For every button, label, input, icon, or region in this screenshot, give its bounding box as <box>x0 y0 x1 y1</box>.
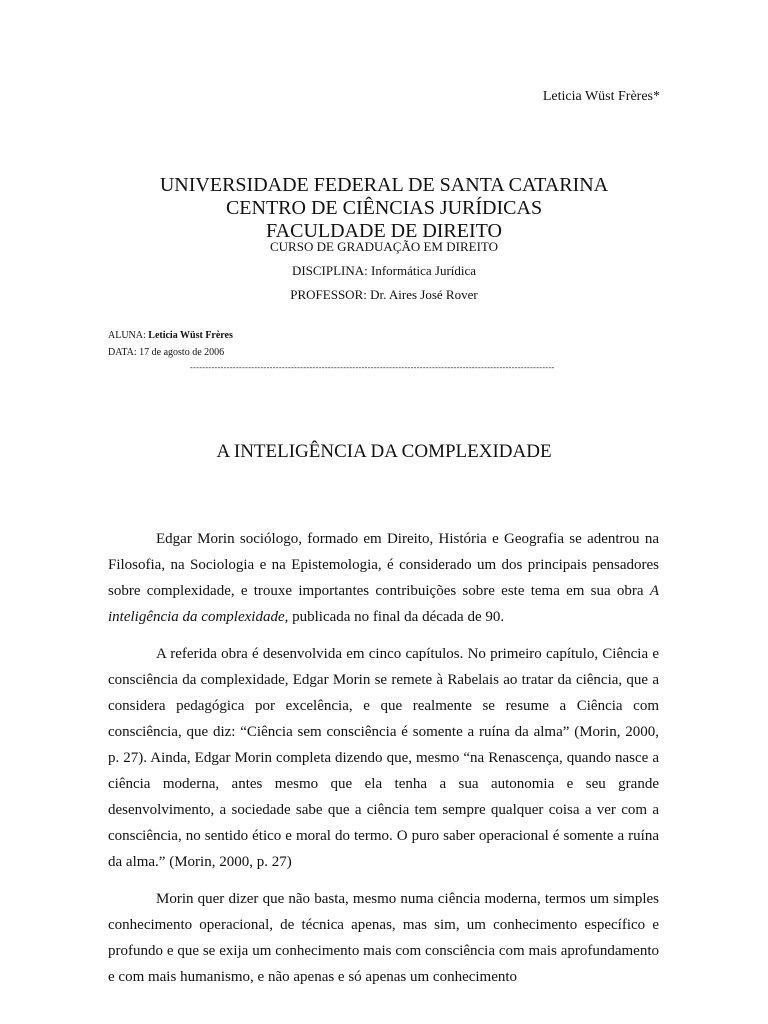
document-body <box>108 526 659 1001</box>
author-name: Leticia Wüst Frères* <box>542 89 660 104</box>
discipline-line: DISCIPLINA: Informática Jurídica <box>291 263 477 278</box>
separator-line: ----------------------------------------------------------------------------------------------------------------------- <box>190 363 555 372</box>
paragraph-3: Morin quer dizer que não basta, mesmo numa ciência moderna, termos um simples conhecimento operacional, de técnica apenas, mas sim, um conhecimento específico e profundo e que se exija um conhecimento mais com consciência com mais aprofundamento e com mais humanismo, e não apenas e só apenas um conhecimento <box>108 891 659 985</box>
paragraph-1-text-a: Edgar Morin sociólogo, formado em Direito, História e Geografia se adentrou na Filosofia, na Sociologia e na Epistemologia, é considerado um dos principais pensadores sobre complexidade, e trouxe importantes contribuições sobre este tema em sua obra <box>108 531 659 599</box>
paragraph-2: A referida obra é desenvolvida em cinco capítulos. No primeiro capítulo, Ciência e consciência da complexidade, Edgar Morin se remete à Rabelais ao tratar da ciência, que a considera pedagógica por excelência, e que realmente se resume a Ciência com consciência, que diz: “Ciência sem consciência é somente a ruína da alma” (Morin, 2000, p. 27). Ainda, Edgar Morin completa dizendo que, mesmo “na Renascença, quando nasce a ciência moderna, antes mesmo que ela tenha a sua autonomia e seu grande desenvolvimento, a sociedade sabe que a ciência tem sempre qualquer coisa a ver com a consciência, no sentido ético e moral do termo. O puro saber operacional é somente a ruína da alma.” (Morin, 2000, p. 27) <box>108 646 659 870</box>
faculty-name: FACULDADE DE DIREITO <box>266 220 502 242</box>
university-name: UNIVERSIDADE FEDERAL DE SANTA CATARINA <box>159 174 609 196</box>
professor-line: PROFESSOR: Dr. Aires José Rover <box>290 287 478 302</box>
student-name: Leticia Wüst Frères <box>148 330 233 341</box>
date-line: DATA: 17 de agosto de 2006 <box>108 347 225 358</box>
paragraph-1 <box>108 526 659 630</box>
course-name: CURSO DE GRADUAÇÃO EM DIREITO <box>270 239 498 254</box>
paragraph-1-text-b: , publicada no final da década de 90. <box>284 609 505 625</box>
document-title: A INTELIGÊNCIA DA COMPLEXIDADE <box>216 441 552 462</box>
student-label: ALUNA: <box>108 330 146 341</box>
book-title-italic: A inteligência da complexidade <box>108 583 659 625</box>
center-name: CENTRO DE CIÊNCIAS JURÍDICAS <box>225 197 543 219</box>
student-line <box>108 330 233 341</box>
